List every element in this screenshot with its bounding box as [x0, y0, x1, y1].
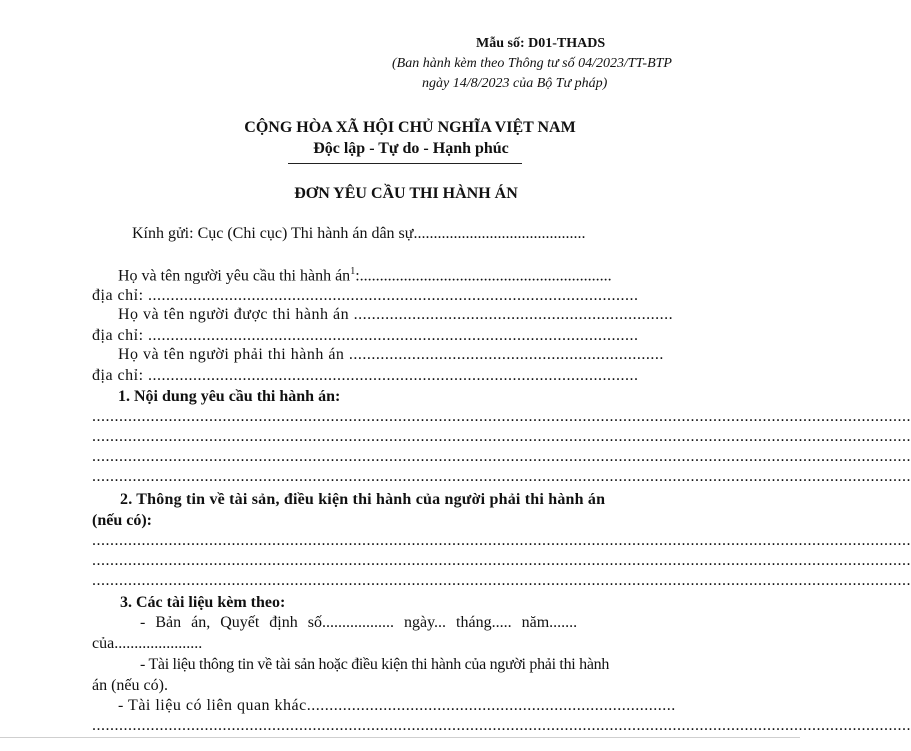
document-title: ĐƠN YÊU CẦU THI HÀNH ÁN	[294, 185, 518, 202]
attachment-judgment-cont: của......................	[92, 635, 203, 652]
beneficiary-name-line: Họ và tên người được thi hành án .......................................................................	[118, 306, 674, 323]
attachment-dotted-line: ......................................................................................................................................................................................	[92, 717, 911, 734]
section1-heading: 1. Nội dung yêu cầu thi hành án:	[118, 388, 341, 405]
issued-by-line-2: ngày 14/8/2023 của Bộ Tư pháp)	[422, 76, 608, 91]
requester-name-label: Họ và tên người yêu cầu thi hành án	[118, 267, 351, 285]
section1-dotted-line: ......................................................................................................................................................................................	[92, 448, 911, 465]
motto-underline	[288, 163, 522, 164]
page-divider	[0, 737, 800, 738]
section2-dotted-line: ......................................................................................................................................................................................	[92, 572, 911, 589]
section1-dotted-line: ......................................................................................................................................................................................	[92, 468, 911, 485]
section2-dotted-line: ......................................................................................................................................................................................	[92, 532, 911, 549]
attachment-asset-info-cont: án (nếu có).	[92, 677, 168, 694]
form-number: Mẫu số: D01-THADS	[476, 36, 606, 51]
requester-name-dots: :...............................................................	[355, 267, 612, 285]
attachment-asset-info-line: - Tài liệu thông tin về tài sản hoặc điều kiện thi hành của người phải thi hành	[140, 656, 610, 673]
section2-heading-cont: (nếu có):	[92, 512, 152, 529]
requester-name-line	[118, 266, 612, 285]
recipient-line: Kính gửi: Cục (Chi cục) Thi hành án dân sự...........................................	[132, 225, 586, 242]
section1-dotted-line: ......................................................................................................................................................................................	[92, 408, 911, 425]
national-title: CỘNG HÒA XÃ HỘI CHỦ NGHĨA VIỆT NAM	[244, 119, 576, 136]
requester-address-line: địa chỉ: .............................................................................................................	[92, 287, 639, 304]
obligor-address-line: địa chỉ: .............................................................................................................	[92, 367, 639, 384]
section2-heading: 2. Thông tin về tài sản, điều kiện thi hành của người phải thi hành án	[120, 491, 606, 508]
attachment-judgment-line: - Bản án, Quyết định số.................. ngày... tháng..... năm.......	[140, 614, 578, 631]
national-motto: Độc lập - Tự do - Hạnh phúc	[313, 140, 509, 157]
section3-heading: 3. Các tài liệu kèm theo:	[120, 594, 286, 611]
footnote-mark: 1	[350, 266, 356, 277]
obligor-name-line: Họ và tên người phải thi hành án ......................................................................	[118, 346, 664, 363]
section2-dotted-line: ......................................................................................................................................................................................	[92, 552, 911, 569]
beneficiary-address-line: địa chỉ: .............................................................................................................	[92, 327, 639, 344]
section1-dotted-line: ......................................................................................................................................................................................	[92, 428, 911, 445]
attachment-other-line: - Tài liệu có liên quan khác..................................................................................	[118, 697, 676, 714]
issued-by-line-1: (Ban hành kèm theo Thông tư số 04/2023/TT-BTP	[392, 56, 672, 71]
